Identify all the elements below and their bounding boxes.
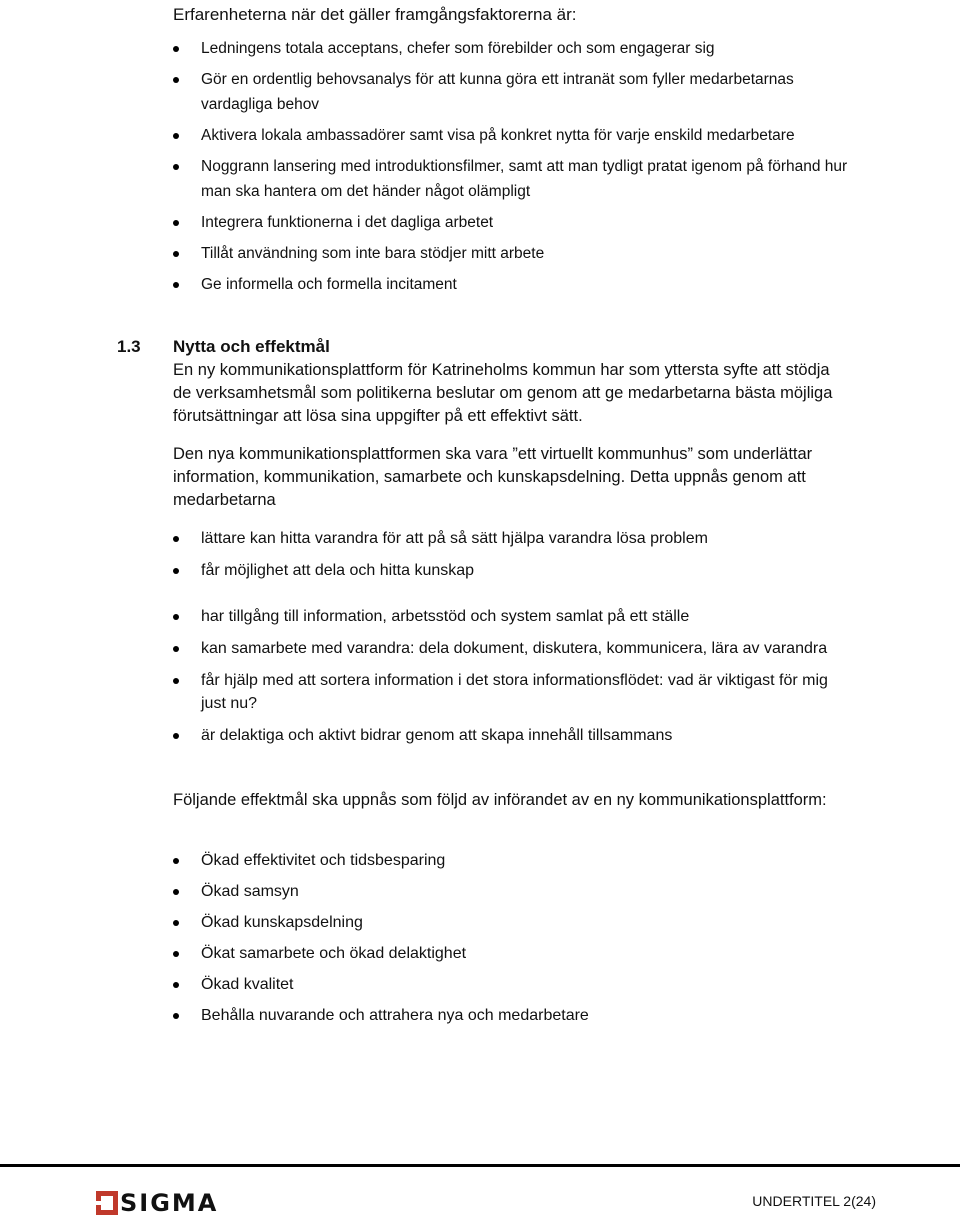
- intro-text: Erfarenheterna när det gäller framgångsfaktorerna är:: [173, 5, 577, 24]
- list-item: Ledningens totala acceptans, chefer som förebilder och som engagerar sig: [173, 36, 853, 61]
- sigma-logo: [96, 1188, 218, 1218]
- section-heading: [117, 336, 330, 358]
- list-item: Ökat samarbete och ökad delaktighet: [173, 942, 853, 965]
- list-item: Tillåt användning som inte bara stödjer mitt arbete: [173, 241, 853, 266]
- list-item: Ökad effektivitet och tidsbesparing: [173, 849, 853, 872]
- list-item: kan samarbete med varandra: dela dokument, diskutera, kommunicera, lära av varandra: [173, 637, 853, 660]
- list-item: Ökad samsyn: [173, 880, 853, 903]
- page-label: UNDERTITEL 2(24): [752, 1193, 876, 1209]
- list-item: Ge informella och formella incitament: [173, 272, 853, 297]
- list-item: Ökad kunskapsdelning: [173, 911, 853, 934]
- success-factors-list: [173, 36, 853, 303]
- section-number: 1.3: [117, 337, 141, 356]
- goals-list: [173, 849, 853, 1035]
- sigma-logo-text: SIGMA: [120, 1189, 219, 1217]
- list-item: får hjälp med att sortera information i det stora informationsflödet: vad är viktigast för mig just nu?: [173, 669, 853, 715]
- list-item: Aktivera lokala ambassadörer samt visa på konkret nytta för varje enskild medarbetare: [173, 123, 853, 148]
- sigma-logo-icon: [96, 1191, 118, 1215]
- list-item: Behålla nuvarande och attrahera nya och medarbetare: [173, 1004, 853, 1027]
- list-item: har tillgång till information, arbetsstöd och system samlat på ett ställe: [173, 605, 853, 628]
- list-item: lättare kan hitta varandra för att på så sätt hjälpa varandra lösa problem: [173, 527, 853, 550]
- footer-divider: [0, 1164, 960, 1167]
- list-item: är delaktiga och aktivt bidrar genom att skapa innehåll tillsammans: [173, 724, 853, 747]
- list-item: Ökad kvalitet: [173, 973, 853, 996]
- section-title: Nytta och effektmål: [173, 337, 330, 356]
- paragraph-purpose: En ny kommunikationsplattform för Katrineholms kommun har som yttersta syfte att stödja de verksamhetsmål som politikerna beslutar om genom att ge medarbetarna bästa möjliga förutsättningar att lösa sina uppgifter på ett effektivt sätt.: [173, 361, 833, 425]
- paragraph-virtual-town-hall: Den nya kommunikationsplattformen ska vara ”ett virtuellt kommunhus” som underlättar information, kommunikation, samarbete och kunskapsdelning. Detta uppnås genom att medarbetarna: [173, 445, 813, 509]
- list-item: Integrera funktionerna i det dagliga arbetet: [173, 210, 853, 235]
- paragraph-goals-intro: Följande effektmål ska uppnås som följd av införandet av en ny kommunikationsplattform:: [173, 791, 827, 809]
- list-item: Gör en ordentlig behovsanalys för att kunna göra ett intranät som fyller medarbetarnas vardagliga behov: [173, 67, 853, 117]
- list-item: Noggrann lansering med introduktionsfilmer, samt att man tydligt pratat igenom på förhand hur man ska hantera om det händer något olämpligt: [173, 154, 853, 204]
- benefits-list: [173, 527, 853, 747]
- list-item: får möjlighet att dela och hitta kunskap: [173, 559, 853, 582]
